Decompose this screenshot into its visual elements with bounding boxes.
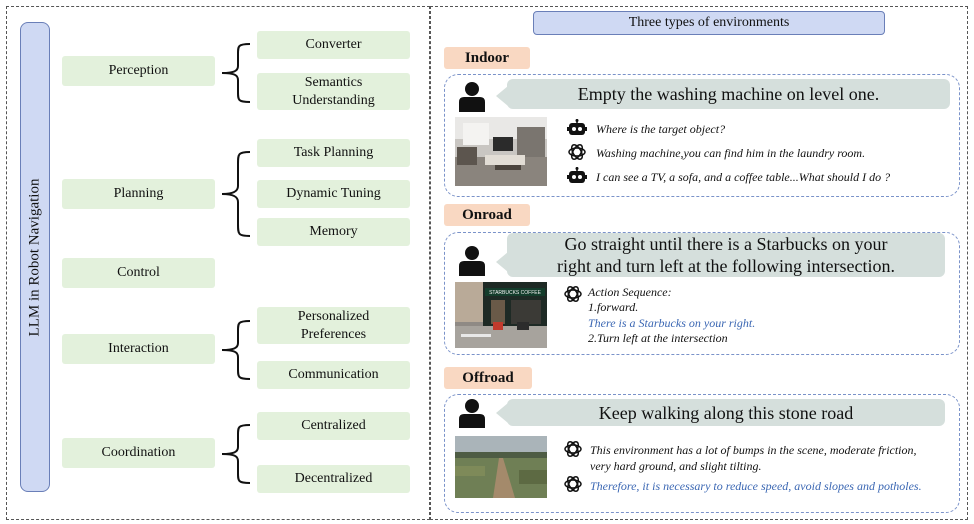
robot-icon xyxy=(567,167,587,185)
onroad-sequence-observation: There is a Starbucks on your right. xyxy=(588,316,756,330)
person-icon xyxy=(456,244,488,276)
offroad-instruction-text: Keep walking along this stone road xyxy=(598,402,854,423)
offroad-field-photo xyxy=(455,436,547,498)
offroad-conclusion: Therefore, it is necessary to reduce speed, avoid slopes and potholes. xyxy=(590,479,922,493)
onroad-instruction-line-2: right and turn left at the following intersection. xyxy=(557,256,895,276)
item-decentralized: Decentralized xyxy=(257,465,410,493)
brace-perception xyxy=(218,42,254,104)
vertical-title xyxy=(20,22,50,492)
onroad-tag: Onroad xyxy=(444,204,530,226)
onroad-sequence-step-1: 1.forward. xyxy=(588,300,639,314)
openai-logo-icon xyxy=(567,142,587,162)
item-semantics-understanding xyxy=(257,73,410,110)
openai-logo-icon xyxy=(563,474,583,494)
openai-logo-icon xyxy=(563,439,583,459)
category-control: Control xyxy=(62,258,215,288)
item-task-planning: Task Planning xyxy=(257,139,410,167)
onroad-instruction-bubble xyxy=(507,233,945,277)
category-planning: Planning xyxy=(62,179,215,209)
onroad-sequence-step-2: 2.Turn left at the intersection xyxy=(588,331,728,345)
brace-coordination xyxy=(218,423,254,485)
category-interaction: Interaction xyxy=(62,334,215,364)
offroad-analysis-line-1: This environment has a lot of bumps in the scene, moderate friction, xyxy=(590,443,917,457)
item-personalized-preferences xyxy=(257,307,410,344)
vertical-title-text: LLM in Robot Navigation xyxy=(26,178,43,336)
onroad-sequence-title: Action Sequence: xyxy=(588,285,672,299)
item-memory: Memory xyxy=(257,218,410,246)
item-converter: Converter xyxy=(257,31,410,59)
item-personalized-preferences-text: Personalized Preferences xyxy=(297,308,370,342)
offroad-tag: Offroad xyxy=(444,367,532,389)
offroad-instruction-bubble xyxy=(507,399,945,426)
indoor-dialog-1: Where is the target object? xyxy=(596,122,726,136)
person-icon xyxy=(456,398,488,428)
indoor-tag: Indoor xyxy=(444,47,530,69)
brace-planning xyxy=(218,150,254,238)
environments-header xyxy=(533,11,885,35)
offroad-analysis-line-2: very hard ground, and slight tilting. xyxy=(590,459,762,473)
environments-header-text: Three types of environments xyxy=(628,15,790,30)
person-icon xyxy=(456,80,488,112)
onroad-street-photo xyxy=(455,282,547,348)
item-dynamic-tuning: Dynamic Tuning xyxy=(257,180,410,208)
indoor-instruction-text: Empty the washing machine on level one. xyxy=(577,84,880,104)
category-perception: Perception xyxy=(62,56,215,86)
item-semantics-understanding-text: Semantics Understanding xyxy=(292,74,375,108)
indoor-room-photo xyxy=(455,117,547,186)
openai-logo-icon xyxy=(563,284,583,304)
indoor-dialog-2: Washing machine,you can find him in the laundry room. xyxy=(596,146,866,160)
indoor-dialog-3: I can see a TV, a sofa, and a coffee table...What should I do ? xyxy=(596,170,891,184)
onroad-instruction-line-1: Go straight until there is a Starbucks on your xyxy=(564,234,888,254)
onroad-sign-text: STARBUCKS COFFEE xyxy=(489,290,541,296)
robot-icon xyxy=(567,119,587,137)
item-centralized: Centralized xyxy=(257,412,410,440)
indoor-instruction-bubble xyxy=(507,79,950,109)
category-coordination: Coordination xyxy=(62,438,215,468)
item-communication: Communication xyxy=(257,361,410,389)
brace-interaction xyxy=(218,319,254,381)
